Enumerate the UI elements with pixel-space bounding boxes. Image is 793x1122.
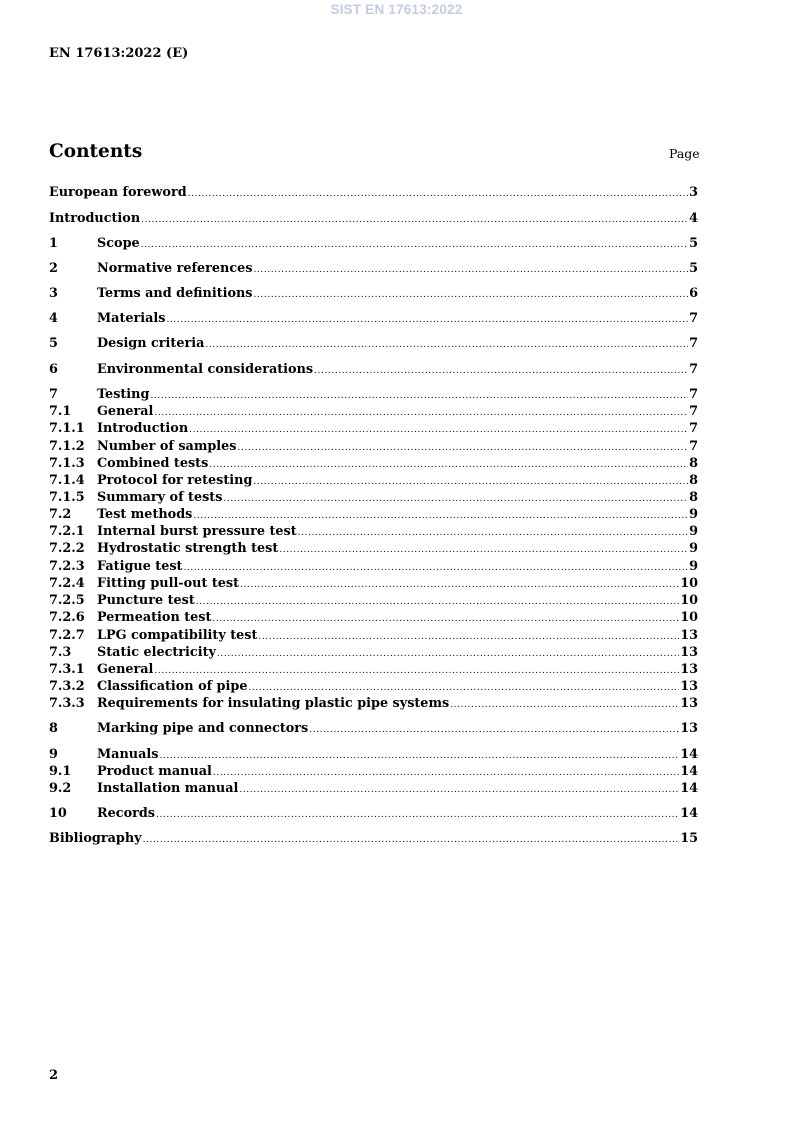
toc-entry-number: 7.1: [49, 404, 72, 419]
toc-entry-page: 13: [680, 679, 698, 694]
toc-entry[interactable]: [49, 420, 698, 437]
toc-entry[interactable]: [49, 310, 698, 327]
toc-entry[interactable]: [49, 438, 698, 455]
toc-entry[interactable]: [49, 489, 698, 506]
toc-entry-number: 7: [49, 387, 58, 402]
dot-leader: [188, 186, 688, 203]
toc-entry-page: 9: [689, 559, 698, 574]
dot-leader: [254, 287, 689, 304]
page-number: 2: [49, 1068, 59, 1083]
toc-entry-title: Design criteria: [97, 336, 205, 351]
toc-entry[interactable]: [49, 184, 698, 201]
toc-entry[interactable]: [49, 678, 698, 695]
toc-entry-number: 4: [49, 311, 58, 326]
toc-entry[interactable]: [49, 235, 698, 252]
toc-entry-title: Static electricity: [97, 645, 216, 660]
toc-entry-title: Fitting pull-out test: [97, 576, 239, 591]
toc-entry-number: 7.1.3: [49, 456, 85, 471]
toc-entry-title: Introduction: [49, 211, 141, 226]
toc-entry-title: Environmental considerations: [97, 362, 314, 377]
toc-entry[interactable]: [49, 644, 698, 661]
toc-entry-number: 7.3.1: [49, 662, 85, 677]
dot-leader: [189, 422, 688, 439]
page-column-label: Page: [669, 146, 700, 161]
toc-entry-page: 9: [689, 524, 698, 539]
toc-entry-number: 7.2: [49, 507, 72, 522]
toc-entry-page: 7: [689, 336, 698, 351]
toc-entry[interactable]: [49, 361, 698, 378]
toc-entry-title: Fatigue test: [97, 559, 183, 574]
toc-entry-page: 6: [689, 286, 698, 301]
toc-entry-title: Terms and definitions: [97, 286, 253, 301]
dot-leader: [239, 782, 679, 799]
toc-entry[interactable]: [49, 210, 698, 227]
toc-entry-page: 13: [680, 628, 698, 643]
toc-entry-number: 9.1: [49, 764, 72, 779]
dot-leader: [253, 262, 688, 279]
toc-entry[interactable]: [49, 763, 698, 780]
toc-entry-number: 7.3: [49, 645, 72, 660]
toc-entry[interactable]: [49, 260, 698, 277]
toc-entry-title: Protocol for retesting: [97, 473, 253, 488]
toc-entry[interactable]: [49, 780, 698, 797]
toc-entry-page: 14: [680, 747, 698, 762]
toc-entry-number: 7.1.1: [49, 421, 85, 436]
toc-entry[interactable]: [49, 830, 698, 847]
dot-leader: [450, 697, 679, 714]
toc-entry-page: 5: [689, 236, 698, 251]
toc-entry[interactable]: [49, 523, 698, 540]
toc-entry-title: Summary of tests: [97, 490, 223, 505]
toc-entry[interactable]: [49, 558, 698, 575]
dot-leader: [141, 212, 688, 229]
toc-entry-title: Installation manual: [97, 781, 239, 796]
toc-entry-page: 4: [689, 211, 698, 226]
toc-entry-number: 10: [49, 806, 67, 821]
toc-entry-title: Materials: [97, 311, 166, 326]
dot-leader: [205, 337, 688, 354]
toc-entry-number: 7.2.7: [49, 628, 85, 643]
toc-entry-number: 7.2.3: [49, 559, 85, 574]
toc-entry-page: 7: [689, 404, 698, 419]
toc-entry[interactable]: [49, 335, 698, 352]
toc-entry-title: Requirements for insulating plastic pipe systems: [97, 696, 450, 711]
toc-entry-title: Records: [97, 806, 155, 821]
toc-entry[interactable]: [49, 592, 698, 609]
toc-entry-number: 5: [49, 336, 58, 351]
toc-entry-title: General: [97, 404, 154, 419]
contents-title: Contents: [49, 141, 143, 162]
toc-entry-title: General: [97, 662, 154, 677]
dot-leader: [212, 611, 679, 628]
toc-entry-title: Number of samples: [97, 439, 237, 454]
toc-entry[interactable]: [49, 661, 698, 678]
toc-entry-number: 8: [49, 721, 58, 736]
toc-entry[interactable]: [49, 506, 698, 523]
toc-entry-page: 13: [680, 696, 698, 711]
toc-entry-page: 8: [689, 490, 698, 505]
toc-entry-page: 13: [680, 645, 698, 660]
toc-entry-number: 7.3.3: [49, 696, 85, 711]
toc-entry-number: 7.2.1: [49, 524, 85, 539]
toc-entry-page: 8: [689, 456, 698, 471]
toc-entry-title: Scope: [97, 236, 140, 251]
toc-entry-page: 8: [689, 473, 698, 488]
toc-entry-page: 7: [689, 362, 698, 377]
toc-entry-page: 7: [689, 439, 698, 454]
toc-entry[interactable]: [49, 403, 698, 420]
dot-leader: [309, 722, 679, 739]
toc-entry[interactable]: [49, 540, 698, 557]
toc-entry-page: 5: [689, 261, 698, 276]
toc-entry-title: Marking pipe and connectors: [97, 721, 309, 736]
dot-leader: [141, 237, 688, 254]
toc-entry-page: 9: [689, 541, 698, 556]
toc-entry-page: 10: [680, 610, 698, 625]
toc-entry-page: 10: [680, 593, 698, 608]
toc-entry-number: 7.2.6: [49, 610, 85, 625]
dot-leader: [314, 363, 688, 380]
toc-entry-title: Permeation test: [97, 610, 212, 625]
toc-entry-title: Combined tests: [97, 456, 209, 471]
toc-entry-page: 3: [689, 185, 698, 200]
toc-entry[interactable]: [49, 575, 698, 592]
toc-entry[interactable]: [49, 746, 698, 763]
toc-entry-page: 14: [680, 806, 698, 821]
toc-entry-title: European foreword: [49, 185, 187, 200]
toc-entry-number: 1: [49, 236, 58, 251]
toc-entry-page: 13: [680, 662, 698, 677]
toc-entry-title: Testing: [97, 387, 150, 402]
toc-entry[interactable]: [49, 455, 698, 472]
toc-entry-number: 7.2.4: [49, 576, 85, 591]
toc-entry[interactable]: [49, 627, 698, 644]
toc-entry-title: Classification of pipe: [97, 679, 248, 694]
toc-entry-page: 7: [689, 387, 698, 402]
toc-entry-page: 13: [680, 721, 698, 736]
toc-entry-number: 7.1.5: [49, 490, 85, 505]
toc-entry-title: Internal burst pressure test: [97, 524, 297, 539]
toc-entry-title: Bibliography: [49, 831, 142, 846]
dot-leader: [143, 832, 680, 849]
toc-entry[interactable]: [49, 609, 698, 626]
document-id: EN 17613:2022 (E): [49, 46, 189, 61]
toc-entry-page: 9: [689, 507, 698, 522]
toc-entry[interactable]: [49, 472, 698, 489]
toc-entry-title: LPG compatibility test: [97, 628, 258, 643]
toc-entry-title: Puncture test: [97, 593, 195, 608]
toc-entry-page: 7: [689, 421, 698, 436]
dot-leader: [166, 312, 688, 329]
toc-entry-number: 9: [49, 747, 58, 762]
toc-entry-number: 6: [49, 362, 58, 377]
toc-entry-number: 7.2.2: [49, 541, 85, 556]
toc-entry-number: 7.3.2: [49, 679, 85, 694]
toc-entry-page: 10: [680, 576, 698, 591]
dot-leader: [156, 807, 679, 824]
toc-entry[interactable]: [49, 805, 698, 822]
toc-entry-title: Introduction: [97, 421, 189, 436]
toc-entry-number: 7.2.5: [49, 593, 85, 608]
toc-entry-number: 7.1.4: [49, 473, 85, 488]
toc-entry-title: Manuals: [97, 747, 159, 762]
watermark: SIST EN 17613:2022: [330, 2, 463, 17]
toc-entry-number: 9.2: [49, 781, 72, 796]
toc-entry-page: 14: [680, 764, 698, 779]
toc-entry-number: 7.1.2: [49, 439, 85, 454]
toc-entry-number: 3: [49, 286, 58, 301]
toc-entry-title: Hydrostatic strength test: [97, 541, 279, 556]
toc-entry-title: Test methods: [97, 507, 193, 522]
toc-entry[interactable]: [49, 720, 698, 737]
toc-entry-title: Product manual: [97, 764, 212, 779]
toc-entry-page: 15: [680, 831, 698, 846]
toc-entry[interactable]: [49, 695, 698, 712]
dot-leader: [279, 542, 688, 559]
toc-entry-title: Normative references: [97, 261, 253, 276]
toc-entry-number: 2: [49, 261, 58, 276]
toc-entry-page: 14: [680, 781, 698, 796]
toc-entry-page: 7: [689, 311, 698, 326]
toc-entry[interactable]: [49, 285, 698, 302]
toc-entry[interactable]: [49, 386, 698, 403]
